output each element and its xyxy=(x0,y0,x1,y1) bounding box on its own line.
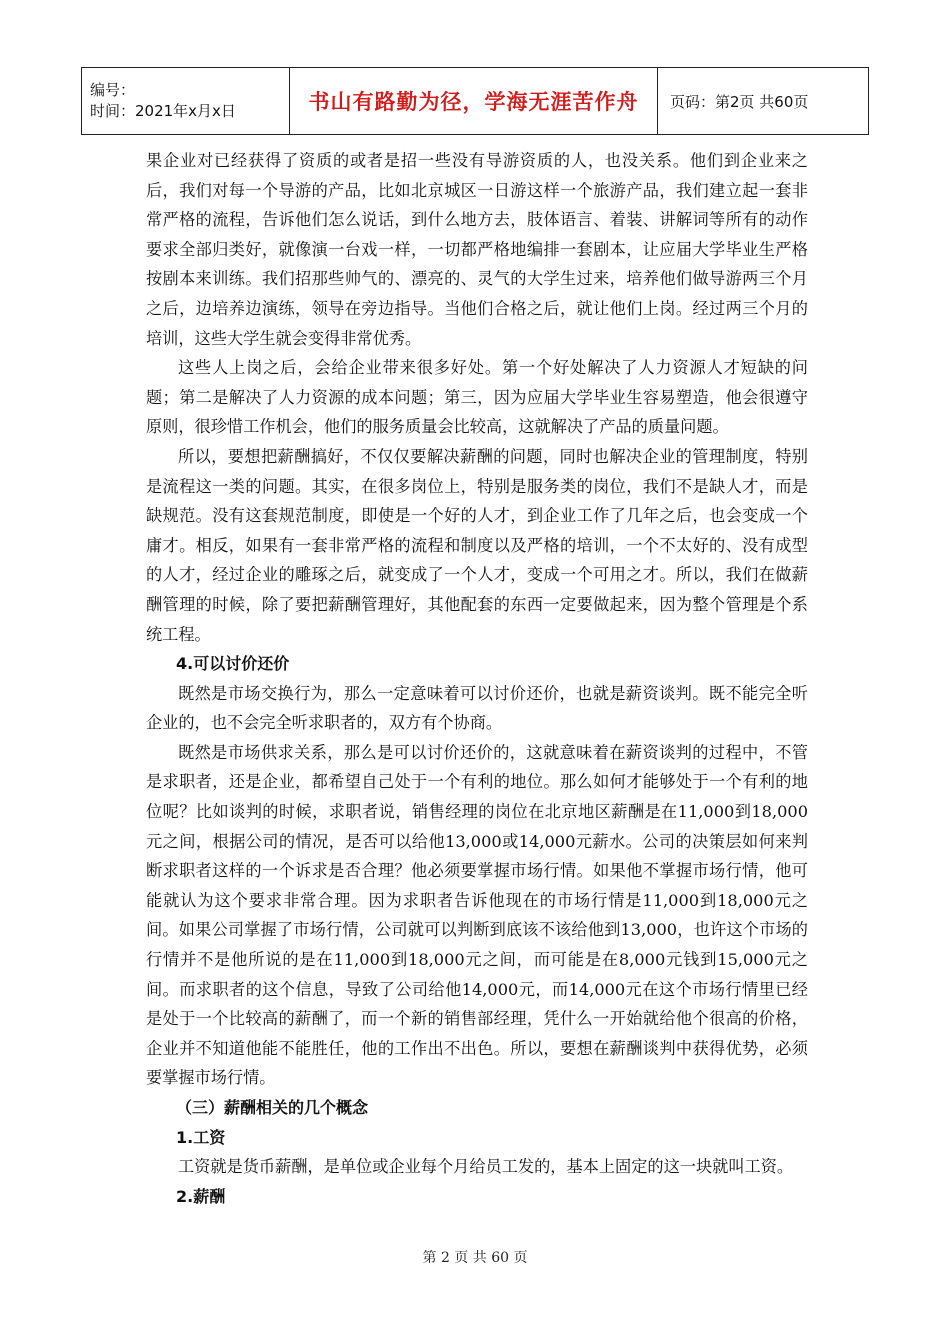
heading-salary: 2.薪酬 xyxy=(176,1186,226,1206)
paragraph-5: 既然是市场供求关系，那么是可以讨价还价的，这就意味着在薪资谈判的过程中，不管是求职者，还是企业，都希望自己处于一个有利的地位。那么如何才能够处于一个有利的地位呢？比如谈判的时候，求职者说，销售经理的岗位在北京地区薪酬是在11,000到18,000元之间，根据公司的情况，是否可以给他13,000或14,000元薪水。公司的决策层如何来判断求职者这样的一个诉求是否合理？他必须要掌握市场行情。如果他不掌握市场行情，他可能就认为这个要求非常合理。因为求职者告诉他现在的市场行情是11,000到18,000元之间。如果公司掌握了市场行情，公司就可以判断到底该不该给他到13,000，也许这个市场的行情并不是他所说的是在11,000到18,000元之间，而可能是在8,000元钱到15,000元之间。而求职者的这个信息，导致了公司给他14,000元，而14,000元在这个市场行情里已经是处于一个比较高的薪酬了，而一个新的销售部经理，凭什么一开始就给他个很高的价格，企业并不知道他能不能胜任，他的工作出不出色。所以，要想在薪酬谈判中获得优势，必须要掌握市场行情。 xyxy=(146,742,808,1088)
document-header xyxy=(81,67,869,135)
header-meta xyxy=(82,68,290,135)
time-label: 时间：2021年x月x日 xyxy=(90,102,236,120)
heading-wages: 1.工资 xyxy=(176,1127,226,1147)
paragraph-6: 工资就是货币薪酬，是单位或企业每个月给员工发的，基本上固定的这一块就叫工资。 xyxy=(178,1157,794,1177)
page-footer: 第 2 页 共 60 页 xyxy=(422,1250,528,1266)
number-label: 编号： xyxy=(90,81,136,99)
header-page-info: 页码：第2页 共60页 xyxy=(658,68,869,135)
heading-bargaining: 4.可以讨价还价 xyxy=(176,654,290,674)
paragraph-1: 果企业对已经获得了资质的或者是招一些没有导游资质的人，也没关系。他们到企业来之后，我们对每一个导游的产品，比如北京城区一日游这样一个旅游产品，我们建立起一套非常严格的流程，告诉他们怎么说话，到什么地方去，肢体语言、着装、讲解词等所有的动作要求全部归类好，就像演一台戏一样，一切都严格地编排一套剧本，让应届大学毕业生严格按剧本来训练。我们招那些帅气的、漂亮的、灵气的大学生过来，培养他们做导游两三个月之后，边培养边演练，领导在旁边指导。当他们合格之后，就让他们上岗。经过两三个月的培训，这些大学生就会变得非常优秀。 xyxy=(146,151,808,348)
paragraph-4: 既然是市场交换行为，那么一定意味着可以讨价还价，也就是薪资谈判。既不能完全听企业的，也不会完全听求职者的，双方有个协商。 xyxy=(146,683,808,733)
paragraph-2: 这些人上岗之后，会给企业带来很多好处。第一个好处解决了人力资源人才短缺的问题；第二是解决了人力资源的成本问题；第三，因为应届大学毕业生容易塑造，他会很遵守原则，很珍惜工作机会，他们的服务质量会比较高，这就解决了产品的质量问题。 xyxy=(146,358,808,437)
heading-concepts: （三）薪酬相关的几个概念 xyxy=(176,1098,369,1117)
header-motto: 书山有路勤为径，学海无涯苦作舟 xyxy=(290,68,658,135)
document-body xyxy=(146,146,808,1211)
paragraph-3: 所以，要想把薪酬搞好，不仅仅要解决薪酬的问题，同时也解决企业的管理制度，特别是流程这一类的问题。其实，在很多岗位上，特别是服务类的岗位，我们不是缺人才，而是缺规范。没有这套规范制度，即使是一个好的人才，到企业工作了几年之后，也会变成一个庸才。相反，如果有一套非常严格的流程和制度以及严格的培训，一个不太好的、没有成型的人才，经过企业的雕琢之后，就变成了一个人才，变成一个可用之才。所以，我们在做薪酬管理的时候，除了要把薪酬管理好，其他配套的东西一定要做起来，因为整个管理是个系统工程。 xyxy=(146,446,808,644)
